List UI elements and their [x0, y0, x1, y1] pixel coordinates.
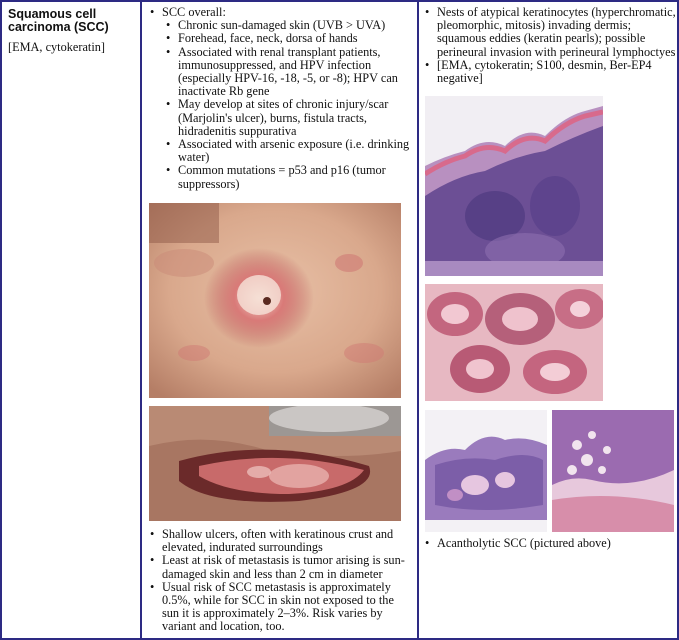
entry-stains: [EMA, cytokeratin] [8, 40, 105, 54]
clinical-sub-list [166, 19, 412, 191]
clinical-column [142, 2, 419, 638]
list-item: • [EMA, cytokeratin; S100, desmin, Ber-EP4 negative] [425, 59, 677, 85]
list-item: • Chronic sun-damaged skin (UVB > UVA) [166, 19, 412, 32]
clinical-photo-lip-lesion [149, 406, 401, 521]
clinical-overall: SCC overall: [162, 5, 226, 19]
clinical-photo-skin-lesion [149, 203, 401, 398]
histology-list [425, 6, 677, 85]
list-item [150, 6, 412, 191]
list-item: • Nests of atypical keratinocytes (hyperchromatic, pleomorphic, mitosis) invading dermis; squamous eddies (keratin pearls); possible perineural invasion with perineural lymphoctyes [425, 6, 677, 59]
clinical-list [150, 6, 412, 191]
histology-photo-acantholytic-high [552, 410, 674, 532]
entry-title: Squamous cell carcinoma (SCC) [8, 7, 109, 34]
list-item: • Least at risk of metastasis is tumor arising is sun-damaged skin and less than 2 cm in diameter [150, 554, 412, 580]
histology-photo-acantholytic-low [425, 410, 547, 532]
histology-column [419, 2, 677, 638]
list-item: • May develop at sites of chronic injury/scar (Marjolin's ulcer), burns, fistula tracts, hidradenitis suppurativa [166, 98, 412, 138]
clinical-features-list [150, 528, 412, 634]
list-item: • Shallow ulcers, often with keratinous crust and elevated, indurated surroundings [150, 528, 412, 554]
list-item: • Forehead, face, neck, dorsa of hands [166, 32, 412, 45]
list-item: • Common mutations = p53 and p16 (tumor suppressors) [166, 164, 412, 190]
list-item: • Associated with arsenic exposure (i.e. drinking water) [166, 138, 412, 164]
list-item: • Usual risk of SCC metastasis is approximately 0.5%, while for SCC in skin not exposed to the sun it is approximately 2–3%. Risk varies by variant and location, too. [150, 581, 412, 634]
entry-name-column [2, 2, 142, 638]
histology-photo-low-power [425, 96, 603, 276]
list-item: • Associated with renal transplant patients, immunosuppressed, and HPV infection (especially HPV-16, -18, -5, or -8); HPV can inactivate Rb gene [166, 46, 412, 99]
histology-photo-keratin-pearls [425, 284, 603, 401]
list-item: • Acantholytic SCC (pictured above) [425, 537, 677, 550]
histology-variant-list [425, 537, 677, 550]
